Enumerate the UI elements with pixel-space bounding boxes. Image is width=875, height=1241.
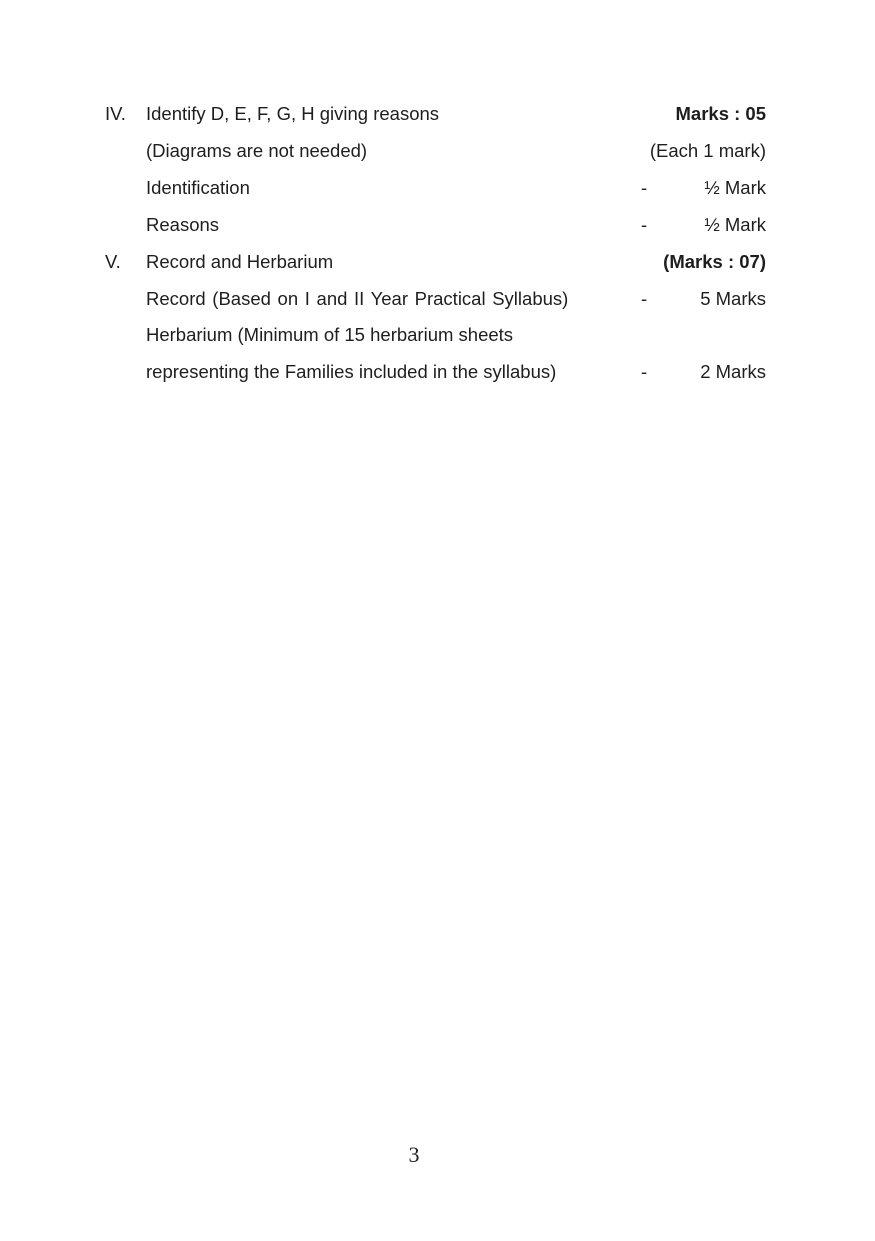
section-iv-heading [0,99,875,129]
line-marks: 5 Marks [700,288,766,309]
line-dash: - [641,288,648,309]
line-dash: - [641,361,648,382]
line-text: Reasons [146,214,220,235]
section-title: Identify D, E, F, G, H giving reasons [146,103,440,124]
line-text: Record (Based on I and II Year Practical Syllabus) [146,288,569,309]
line-dash: - [641,214,648,235]
line-text: Identification [146,177,250,198]
section-iv-line [0,136,875,166]
line-text: Herbarium (Minimum of 15 herbarium sheets [146,324,514,345]
section-v-line [0,320,875,350]
section-number: V. [105,251,121,272]
section-iv-line [0,210,875,240]
section-v-line [0,284,875,314]
section-v-heading [0,247,875,277]
line-marks: (Each 1 mark) [649,140,766,161]
section-v-line [0,357,875,387]
line-marks: ½ Mark [704,214,766,235]
section-marks: (Marks : 07) [663,251,766,272]
section-marks: Marks : 05 [675,103,766,124]
page-number: 3 [408,1142,420,1167]
line-marks: ½ Mark [704,177,766,198]
section-iv-line [0,173,875,203]
line-marks: 2 Marks [700,361,766,382]
line-text: (Diagrams are not needed) [146,140,368,161]
section-number: IV. [105,103,126,124]
line-text: representing the Families included in the syllabus) [146,361,557,382]
section-title: Record and Herbarium [146,251,334,272]
line-dash: - [641,177,648,198]
